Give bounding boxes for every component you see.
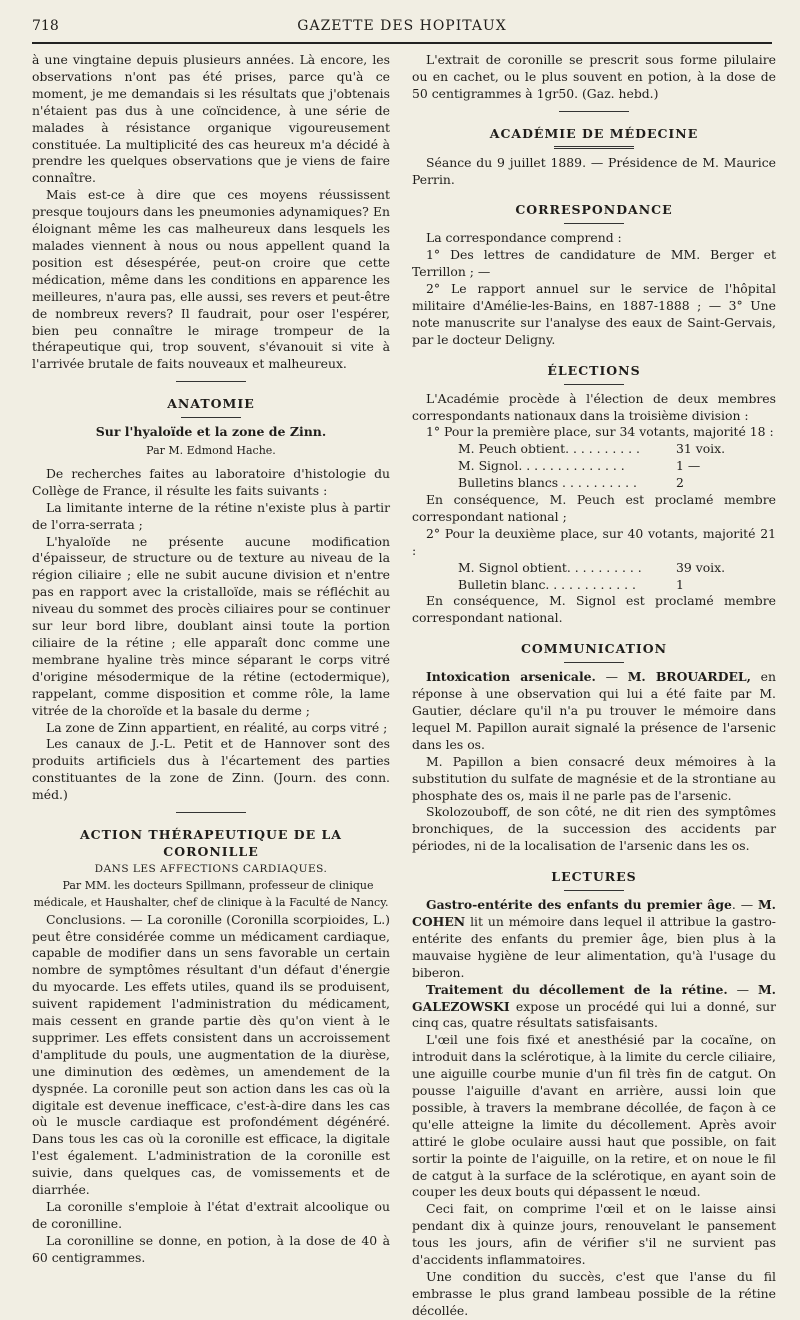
- section-heading-communication: COMMUNICATION: [520, 641, 668, 657]
- paragraph: 1° Des lettres de candidature de MM. Berger et Terrillon ; —: [412, 247, 776, 280]
- section-heading-anatomie: ANATOMIE: [167, 396, 255, 412]
- paragraph: Mais est-ce à dire que ces moyens réussissent presque toujours dans les pneumonies adynamiques? En éloignant même les cas malheureux dans lesquels les malades viennent à nous ou nous appellent quand la position est désespérée, peut-on croire que cette médication, même dans les conditions en apparence les meilleures, n'aura pas, elle aussi, ses revers et peut-être de nombreux revers? Il faudrait, pour oser l'espérer, bien peu connaître le mirage trompeur de la thérapeutique qui, trop souvent, s'évanouit si vite à l'arrivée brutale de faits nouveaux et malheureux.: [32, 187, 390, 372]
- vote-row: [412, 475, 776, 492]
- paragraph: La coronilline se donne, en potion, à la dose de 40 à 60 centigrammes.: [32, 1232, 390, 1265]
- paragraph: En conséquence, M. Peuch est proclamé membre correspondant national ;: [412, 492, 776, 524]
- item-lead: Gastro-entérite des enfants du premier âge: [426, 897, 732, 913]
- section-heading-coronille: ACTION THÉRAPEUTIQUE DE LA CORONILLE: [79, 827, 343, 859]
- vote-row: [412, 560, 776, 577]
- paragraph: Les canaux de J.-L. Petit et de Hannover sont des produits artificiels dus à l'écartement des parties constituantes de la zone de Zinn. (Journ. des conn. méd.): [32, 736, 390, 803]
- paragraph: La coronille s'emploie à l'état d'extrait alcoolique ou de coronilline.: [32, 1199, 390, 1231]
- paragraph: Ceci fait, on comprime l'œil et on le laisse ainsi pendant dix à quinze jours, renouvelant le pansement tous les jours, afin de vérifier s'il ne survient pas d'accidents inflammatoires.: [412, 1201, 776, 1268]
- paragraph: La zone de Zinn appartient, en réalité, au corps vitré ;: [46, 719, 388, 735]
- separator: [564, 223, 624, 224]
- separator: [176, 381, 246, 382]
- paragraph: M. Papillon a bien consacré deux mémoires à la substitution du sulfate de magnésie et de la strontiane au phosphate des os, mais il ne parle pas de l'arsenic.: [412, 753, 776, 803]
- paragraph: Une condition du succès, c'est que l'anse du fil embrasse le plus grand lambeau possible de la rétine décollée.: [412, 1269, 776, 1318]
- vote-count: 39 voix.: [676, 559, 726, 575]
- section-heading-lectures: LECTURES: [551, 869, 637, 885]
- item-text: expose un procédé qui lui a donné, sur cinq cas, quatre résultats satisfaisants.: [412, 998, 776, 1031]
- paragraph: 2° Pour la deuxième place, sur 40 votants, majorité 21 :: [412, 525, 776, 558]
- separator: [564, 384, 624, 385]
- vote-row: [412, 458, 776, 475]
- separator: [176, 812, 246, 813]
- paragraph: En conséquence, M. Signol est proclamé membre correspondant national.: [412, 593, 776, 626]
- paragraph: L'Académie procède à l'élection de deux membres correspondants nationaux dans la troisième division :: [412, 390, 776, 423]
- item-author: M. COHEN: [412, 897, 776, 929]
- item-lead: Traitement du décollement de la rétine.: [426, 981, 728, 997]
- separator: [564, 890, 624, 891]
- paragraph: Traitement du décollement de la rétine. — M. GALEZOWSKI expose un procédé qui lui a donné, sur cinq cas, quatre résultats satisfaisants.: [412, 981, 776, 1031]
- vote-name: M. Signol obtient. . . . . . . . . .: [458, 559, 642, 575]
- paragraph: La correspondance comprend :: [426, 230, 622, 246]
- paragraph: Conclusions. — La coronille (Coronilla scorpioides, L.) peut être considérée comme un médicament cardiaque, capable de modifier dans un sens favorable un certain nombre de symptômes résultant d'un défaut d'énergie du myocarde. Les effets utiles, quand ils se produisent, suivent rapidement l'administration du médicament, mais cessent en grande partie dès qu'on vient à le supprimer. Les effets consistent dans un accroissement d'amplitude du pouls, une augmentation de la diurèse, une diminution des œdèmes, un amendement de la dyspnée. La coronille peut son action dans les cas où la digitale est devenue inefficace, c'est-à-dire dans les cas où le muscle cardiaque est profondément dégénéré. Dans tous les cas où la coronille est efficace, la digitale l'est également. L'administration de la coronille est suivie, dans quelques cas, de vomissements et de diarrhée.: [32, 911, 390, 1198]
- section-heading-elections: ÉLECTIONS: [547, 362, 641, 378]
- section-heading-correspondance: CORRESPONDANCE: [515, 202, 673, 218]
- separator: [181, 417, 241, 418]
- paragraph: De recherches faites au laboratoire d'histologie du Collège de France, il résulte les faits suivants :: [32, 465, 390, 498]
- header-rule: [32, 42, 772, 44]
- vote-count: 1 —: [676, 458, 701, 474]
- paragraph: L'œil une fois fixé et anesthésié par la cocaïne, on introduit dans la sclérotique, à la limite du cercle ciliaire, une aiguille courbe munie d'un fil très fin de catgut. On pousse l'aiguille d'avant en arrière, aussi loin que possible, à travers la membrane décollée, de façon à ce qu'elle atteigne la limite du décollement. Après avoir attiré le globe oculaire aussi haut que possible, on fait sortir la pointe de l'aiguille, on la retire, et on noue le fil de catgut à la surface de la sclérotique, en ayant soin de couper les deux bouts qui dépassent le nœud.: [412, 1032, 776, 1200]
- section-subheading: DANS LES AFFECTIONS CARDIAQUES.: [94, 862, 328, 875]
- paragraph: L'extrait de coronille se prescrit sous forme pilulaire ou en cachet, ou le plus souvent en potion, à la dose de 50 centigrammes à 1gr50. (Gaz. hebd.): [412, 52, 776, 101]
- item-author: M. BROUARDEL,: [627, 669, 751, 685]
- paragraph: Intoxication arsenicale. — M. BROUARDEL, en réponse à une observation qui lui a été faite par M. Gautier, déclare qu'il n'a pu trouver le mémoire dans lequel M. Papillon aurait signalé la présence de l'arsenic dans les os.: [412, 669, 776, 752]
- vote-row: [412, 577, 776, 594]
- article-authors: Par MM. les docteurs Spillmann, professeur de clinique médicale, et Haushalter, chef de clinique à la Faculté de Nancy.: [33, 878, 389, 909]
- left-column: [32, 52, 390, 1267]
- paragraph: 1° Pour la première place, sur 34 votants, majorité 18 :: [426, 424, 774, 440]
- item-author: M. GALEZOWSKI: [412, 981, 776, 1014]
- vote-name: Bulletin blanc. . . . . . . . . . . .: [458, 576, 636, 592]
- section-heading-academie: ACADÉMIE DE MÉDECINE: [489, 125, 699, 141]
- vote-row: [412, 441, 776, 458]
- vote-name: Bulletins blancs . . . . . . . . . .: [458, 475, 637, 491]
- article-author: Par M. Edmond Hache.: [146, 444, 276, 458]
- session-line: Séance du 9 juillet 1889. — Présidence de M. Maurice Perrin.: [412, 154, 776, 187]
- vote-count: 1: [676, 576, 684, 592]
- item-text: lit un mémoire dans lequel il attribue la gastro-entérite des enfants du premier âge, bien plus à la mauvaise hygiène de leur alimentation, qu'à l'usage du biberon.: [412, 913, 776, 980]
- vote-name: M. Signol. . . . . . . . . . . . . .: [458, 458, 625, 474]
- paragraph: Gastro-entérite des enfants du premier âge. — M. COHEN lit un mémoire dans lequel il attribue la gastro-entérite des enfants du premier âge, bien plus à la mauvaise hygiène de leur alimentation, qu'à l'usage du biberon.: [412, 897, 776, 980]
- paragraph: Skolozouboff, de son côté, ne dit rien des symptômes bronchiques, de la succession des accidents par périodes, ni de la localisation de l'arsenic dans les os.: [412, 804, 776, 854]
- article-title: Sur l'hyaloïde et la zone de Zinn.: [95, 424, 327, 440]
- paragraph: 2° Le rapport annuel sur le service de l'hôpital militaire d'Amélie-les-Bains, en 1887-1888 ; — 3° Une note manuscrite sur l'analyse des eaux de Saint-Gervais, par le docteur Deligny.: [412, 281, 776, 347]
- page-number: 718: [32, 18, 59, 34]
- page-header: [32, 16, 772, 42]
- running-head: GAZETTE DES HOPITAUX: [297, 18, 507, 34]
- paragraph: à une vingtaine depuis plusieurs années. Là encore, les observations n'ont pas été prises, parce qu'à ce moment, je me demandais si les résultats que j'obtenais n'étaient pas dus à une coïncidence, à une série de malades à résistance organique vigoureusement constituée. La multiplicité des cas heureux m'a décidé à prendre les quelques observations que je viens de faire connaître.: [32, 52, 390, 186]
- separator: [559, 111, 629, 112]
- vote-count: 2: [676, 475, 684, 491]
- paragraph: L'hyaloïde ne présente aucune modification d'épaisseur, de structure ou de texture au niveau de la région ciliaire ; elle ne subit aucune division et n'entre pas en rapport avec la cristalloïde, mais se réfléchit au niveau du sommet des procès ciliaires pour se continuer sur leur bord libre, doublant ainsi toute la portion ciliaire de la rétine ; elle apparaît donc comme une membrane hyaline très mince séparant le corps vitré d'origine mésodermique de la rétine (ectodermique), rappelant, comme disposition et comme rôle, la lame vitrée de la choroïde et la basale du derme ;: [32, 533, 390, 718]
- item-text: en réponse à une observation qui lui a été faite par M. Gautier, déclare qu'il n'a pu trouver le mémoire dans lequel M. Papillon aurait signalé la présence de l'arsenic dans les os.: [412, 669, 776, 752]
- separator: [554, 146, 634, 149]
- right-column: [412, 52, 776, 1320]
- vote-count: 31 voix.: [676, 441, 726, 457]
- item-lead: Intoxication arsenicale.: [426, 669, 596, 685]
- vote-name: M. Peuch obtient. . . . . . . . . .: [458, 441, 640, 457]
- paragraph: La limitante interne de la rétine n'existe plus à partir de l'orra-serrata ;: [32, 499, 390, 532]
- separator: [564, 662, 624, 663]
